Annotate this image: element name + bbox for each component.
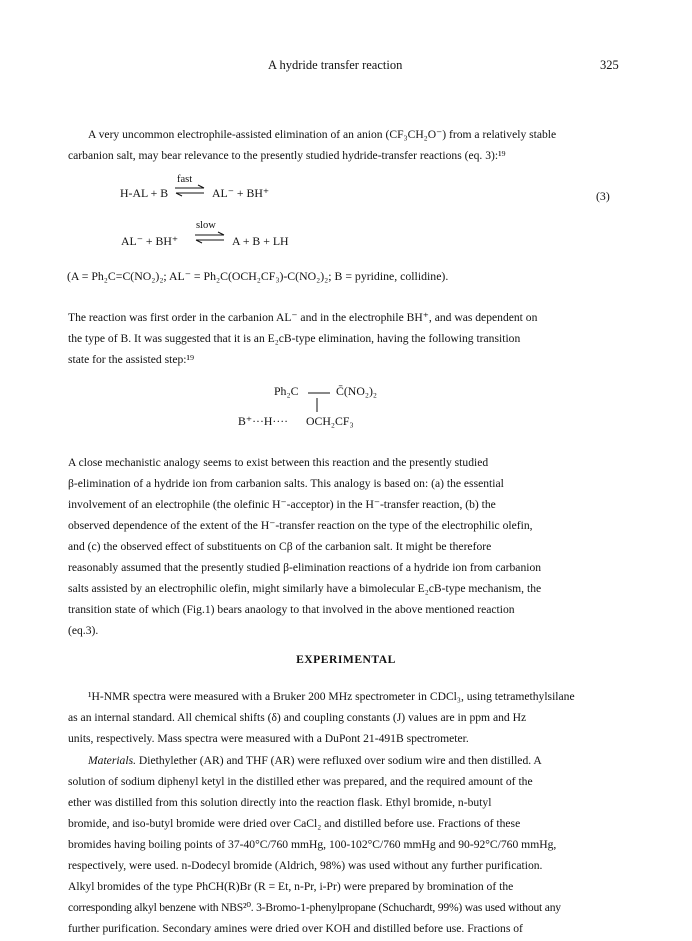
- equilibrium-arrow-2: [194, 231, 226, 245]
- materials-line: bromides having boiling points of 37-40°C/760 mmHg, 100-102°C/760 mmHg and 90-92°C/760 mmHg,: [68, 838, 557, 851]
- para3-line: involvement of an electrophile (the olefinic H⁻-acceptor) in the H⁻-transfer reaction, (b) the: [68, 498, 496, 511]
- ts-bottom-right: OCH₂CF₃: [306, 414, 354, 428]
- para3-line: (eq.3).: [68, 624, 99, 637]
- equation-definitions: (A = Ph₂C=C(NO₂)₂; AL⁻ = Ph₂C(OCH₂CF₃)-C(NO₂)₂; B = pyridine, collidine).: [67, 269, 449, 283]
- para3-line: transition state of which (Fig.1) bears anaology to that involved in the above mentioned reaction: [68, 603, 515, 616]
- equation-line-1-right: AL⁻ + BH⁺: [212, 186, 270, 200]
- materials-line: Alkyl bromides of the type PhCH(R)Br (R = Et, n-Pr, i-Pr) were prepared by bromination of the: [68, 880, 514, 893]
- para3-line: observed dependence of the extent of the H⁻-transfer reaction on the type of the electrophilic olefin,: [68, 519, 533, 532]
- materials-line: solution of sodium diphenyl ketyl in the distilled ether was prepared, and the required amount of the: [68, 775, 533, 788]
- para4-line: ¹H-NMR spectra were measured with a Bruker 200 MHz spectrometer in CDCl₃, using tetramethylsilane: [88, 690, 575, 703]
- ts-top-left: Ph₂C: [274, 384, 299, 398]
- intro-line-1: A very uncommon electrophile-assisted elimination of an anion (CF₃CH₂O⁻) from a relatively stable: [88, 128, 557, 141]
- ts-top-right: C̄(NO₂)₂: [336, 384, 377, 398]
- materials-line: respectively, were used. n-Dodecyl bromide (Aldrich, 98%) was used without any further purification.: [68, 859, 543, 872]
- equation-line-1-left: H-AL + B: [120, 186, 169, 200]
- para2-line-2: the type of B. It was suggested that it is an E₂cB-type elimination, having the following transition: [68, 332, 521, 345]
- section-heading: EXPERIMENTAL: [296, 653, 396, 666]
- materials-line: further purification. Secondary amines were dried over KOH and distilled before use. Fractions of: [68, 922, 523, 935]
- page-number: 325: [600, 58, 619, 72]
- para3-line: and (c) the observed effect of substituents on Cβ of the carbanion salt. It might be therefore: [68, 540, 492, 553]
- materials-line: bromide, and iso-butyl bromide were dried over CaCl₂ and distilled before use. Fractions of these: [68, 817, 521, 830]
- materials-first-line: [88, 750, 613, 771]
- para3-line: A close mechanistic analogy seems to exist between this reaction and the presently studied: [68, 456, 489, 469]
- running-title: A hydride transfer reaction: [268, 58, 403, 72]
- para2-line-1: The reaction was first order in the carbanion AL⁻ and in the electrophile BH⁺, and was dependent on: [68, 311, 538, 324]
- para3-line: salts assisted by an electrophilic olefin, might similarly have a bimolecular E₂cB-type mechanism, the: [68, 582, 542, 595]
- para3-line: reasonably assumed that the presently studied β-elimination reactions of a hydride ion from carbanion: [68, 561, 542, 574]
- materials-label: Materials.: [88, 754, 136, 767]
- para4-line: as an internal standard. All chemical shifts (δ) and coupling constants (J) values are in ppm and Hz: [68, 711, 527, 724]
- materials-line: corresponding alkyl benzene with NBS²⁰. 3-Bromo-1-phenylpropane (Schuchardt, 99%) was used without any: [68, 901, 561, 914]
- materials-first-text: Diethylether (AR) and THF (AR) were refluxed over sodium wire and then distilled. A: [135, 754, 542, 767]
- slow-label: slow: [196, 220, 216, 231]
- fast-label: fast: [177, 174, 193, 185]
- equilibrium-arrow-1: [174, 184, 206, 198]
- equation-number: (3): [596, 189, 610, 203]
- equation-line-2-right: A + B + LH: [232, 234, 289, 248]
- ts-bottom-left: B⁺···H····: [238, 414, 289, 428]
- para3-line: β-elimination of a hydride ion from carbanion salts. This analogy is based on: (a) the essential: [68, 477, 504, 490]
- materials-line: ether was distilled from this solution directly into the reaction flask. Ethyl bromide, n-butyl: [68, 796, 492, 809]
- para2-line-3: state for the assisted step:¹⁹: [68, 353, 195, 366]
- intro-line-2: carbanion salt, may bear relevance to the presently studied hydride-transfer reactions (eq. 3):¹⁹: [68, 149, 506, 162]
- equation-line-2-left: AL⁻ + BH⁺: [121, 234, 179, 248]
- para4-line: units, respectively. Mass spectra were measured with a DuPont 21-491B spectrometer.: [68, 732, 469, 745]
